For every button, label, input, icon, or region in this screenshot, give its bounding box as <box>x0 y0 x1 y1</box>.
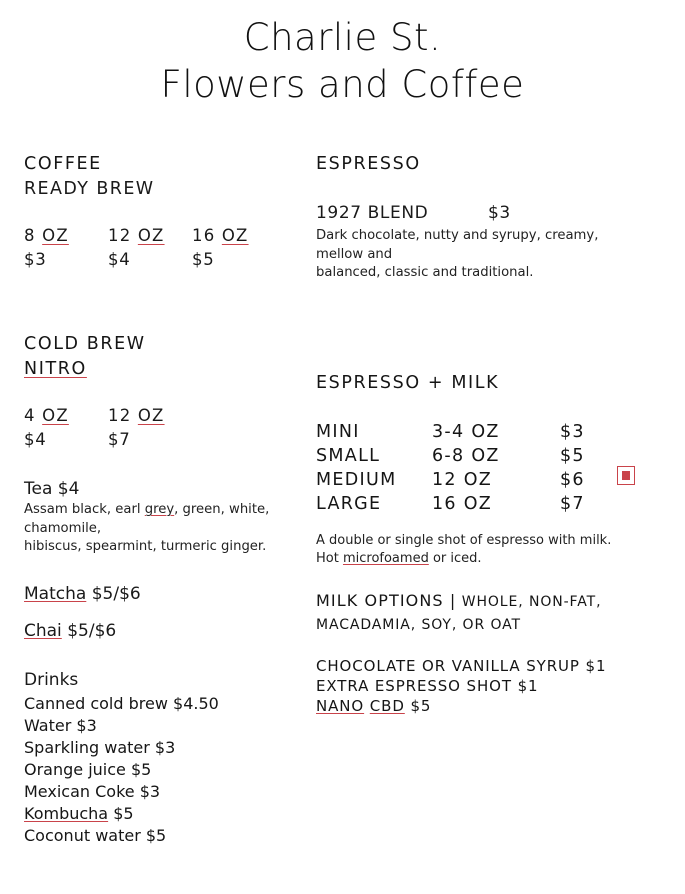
right-column <box>308 152 685 716</box>
ready-brew-size-1-price: $3 <box>24 250 47 269</box>
spacer-tea <box>24 452 308 478</box>
spacer-drinks <box>24 643 308 669</box>
spacer-cold-brew <box>24 272 308 332</box>
ready-brew-size-1 <box>24 224 108 272</box>
milk-options-line-2: MACADAMIA, SOY, OR OAT <box>316 616 521 633</box>
tea-description <box>24 501 308 557</box>
page-title <box>0 0 685 108</box>
milk-options-line-1: WHOLE, NON-FAT, <box>456 593 602 610</box>
blend-price: $3 <box>488 203 511 223</box>
list-item: Mexican Coke $3 <box>24 781 161 801</box>
addon-syrup: CHOCOLATE OR VANILLA SYRUP $1 <box>316 656 607 675</box>
cold-brew-size-2-unit: OZ <box>137 406 165 425</box>
blend-description-line-2: balanced, classic and traditional. <box>316 265 534 280</box>
section-nitro-heading: NITRO <box>24 359 87 379</box>
table-row <box>316 420 685 444</box>
list-item <box>24 803 308 825</box>
blend-description <box>316 227 646 283</box>
section-espresso-heading: ESPRESSO <box>316 154 421 174</box>
section-cold-brew-heading: COLD BREW <box>24 334 146 354</box>
ready-brew-size-2-price: $4 <box>108 250 131 269</box>
tea-line: Tea $4 <box>24 479 80 499</box>
spacer-espresso-milk <box>316 283 685 371</box>
milk-row-size: MINI <box>316 421 360 442</box>
cold-brew-size-grid <box>24 404 308 452</box>
milk-row-size: SMALL <box>316 445 381 466</box>
section-ready-brew-heading: READY BREW <box>24 179 155 199</box>
note-line-2-prefix: Hot <box>316 550 343 566</box>
milk-row-size: MEDIUM <box>316 469 397 490</box>
cold-brew-size-2-price: $7 <box>108 430 131 449</box>
list-item: Coconut water $5 <box>24 825 167 845</box>
drinks-heading: Drinks <box>24 669 79 690</box>
ready-brew-size-2-number: 12 <box>108 226 132 245</box>
text-cursor-marker <box>617 466 635 485</box>
milk-options-label: MILK OPTIONS | <box>316 590 457 610</box>
blend-description-line-1: Dark chocolate, nutty and syrupy, creamy, mellow and <box>316 228 599 262</box>
ready-brew-size-3-number: 16 <box>192 226 216 245</box>
addon-nano-cbd <box>316 696 685 716</box>
ready-brew-size-2 <box>108 224 192 272</box>
title-line-2: Flowers and Coffee <box>160 63 525 106</box>
blend-row <box>316 203 685 223</box>
ready-brew-size-grid <box>24 224 308 272</box>
milk-row-price: $5 <box>560 445 585 466</box>
milk-row-price: $3 <box>560 421 585 442</box>
cold-brew-size-2 <box>108 404 192 452</box>
spacer-matcha <box>24 557 308 583</box>
ready-brew-size-1-label <box>24 224 108 248</box>
cold-brew-size-2-label <box>108 404 192 428</box>
spacer-chai <box>24 606 308 620</box>
section-espresso-milk-heading: ESPRESSO + MILK <box>316 372 500 393</box>
matcha-line <box>24 583 308 606</box>
note-line-2-suffix: or iced. <box>428 550 482 566</box>
note-line-1: A double or single shot of espresso with milk. <box>316 532 612 548</box>
list-item: Sparkling water $3 <box>24 737 176 757</box>
section-coffee-heading: COFFEE <box>24 154 102 174</box>
ready-brew-size-3-unit: OZ <box>221 226 249 245</box>
cold-brew-size-1-unit: OZ <box>42 406 69 425</box>
note-microfoamed: microfoamed <box>342 550 429 566</box>
tea-desc-earl-grey: grey <box>144 502 175 517</box>
milk-row-oz: 12 OZ <box>432 469 493 490</box>
chai-name: Chai <box>24 620 62 641</box>
chai-price: $5/$6 <box>67 620 117 641</box>
milk-row-price: $7 <box>560 493 585 514</box>
addon-cbd: CBD <box>369 696 405 715</box>
kombucha-name: Kombucha <box>24 803 109 823</box>
milk-row-oz: 16 OZ <box>432 493 493 514</box>
ready-brew-size-2-label <box>108 224 192 248</box>
milk-options <box>316 590 685 636</box>
ready-brew-size-1-number: 8 <box>24 226 36 245</box>
blend-name: 1927 BLEND <box>316 203 429 223</box>
menu-columns <box>0 152 685 847</box>
ready-brew-size-3-price: $5 <box>192 250 215 269</box>
milk-row-oz: 6-8 OZ <box>432 445 500 466</box>
table-row <box>316 444 685 468</box>
matcha-price: $5/$6 <box>91 583 141 604</box>
list-item: Canned cold brew $4.50 <box>24 693 219 713</box>
list-item: Water $3 <box>24 715 97 735</box>
tea-desc-part-2: , green, white, chamomile, <box>24 502 270 536</box>
ready-brew-size-1-unit: OZ <box>42 226 69 245</box>
title-line-1: Charlie St. <box>243 16 442 59</box>
milk-row-oz: 3-4 OZ <box>432 421 500 442</box>
cold-brew-size-1-label <box>24 404 108 428</box>
espresso-milk-note <box>316 532 685 568</box>
table-row <box>316 492 685 516</box>
kombucha-price: $5 <box>108 803 134 823</box>
addon-nano: NANO <box>316 696 365 715</box>
ready-brew-size-3-label <box>192 224 276 248</box>
cold-brew-size-1-price: $4 <box>24 430 47 449</box>
list-item: Orange juice $5 <box>24 759 152 779</box>
ready-brew-size-3 <box>192 224 276 272</box>
cold-brew-size-1-number: 4 <box>24 406 36 425</box>
addon-cbd-price: $5 <box>410 696 432 715</box>
cold-brew-size-1 <box>24 404 108 452</box>
tea-desc-part-1: Assam black, earl <box>24 502 145 517</box>
addon-extra-shot: EXTRA ESPRESSO SHOT $1 <box>316 676 539 695</box>
matcha-name: Matcha <box>24 583 87 604</box>
milk-row-size: LARGE <box>316 493 382 514</box>
chai-line <box>24 620 308 643</box>
ready-brew-size-2-unit: OZ <box>137 226 165 245</box>
milk-row-price: $6 <box>560 469 585 490</box>
tea-desc-part-3: hibiscus, spearmint, turmeric ginger. <box>24 539 267 554</box>
left-column <box>0 152 308 847</box>
cold-brew-size-2-number: 12 <box>108 406 132 425</box>
addons <box>316 656 685 716</box>
